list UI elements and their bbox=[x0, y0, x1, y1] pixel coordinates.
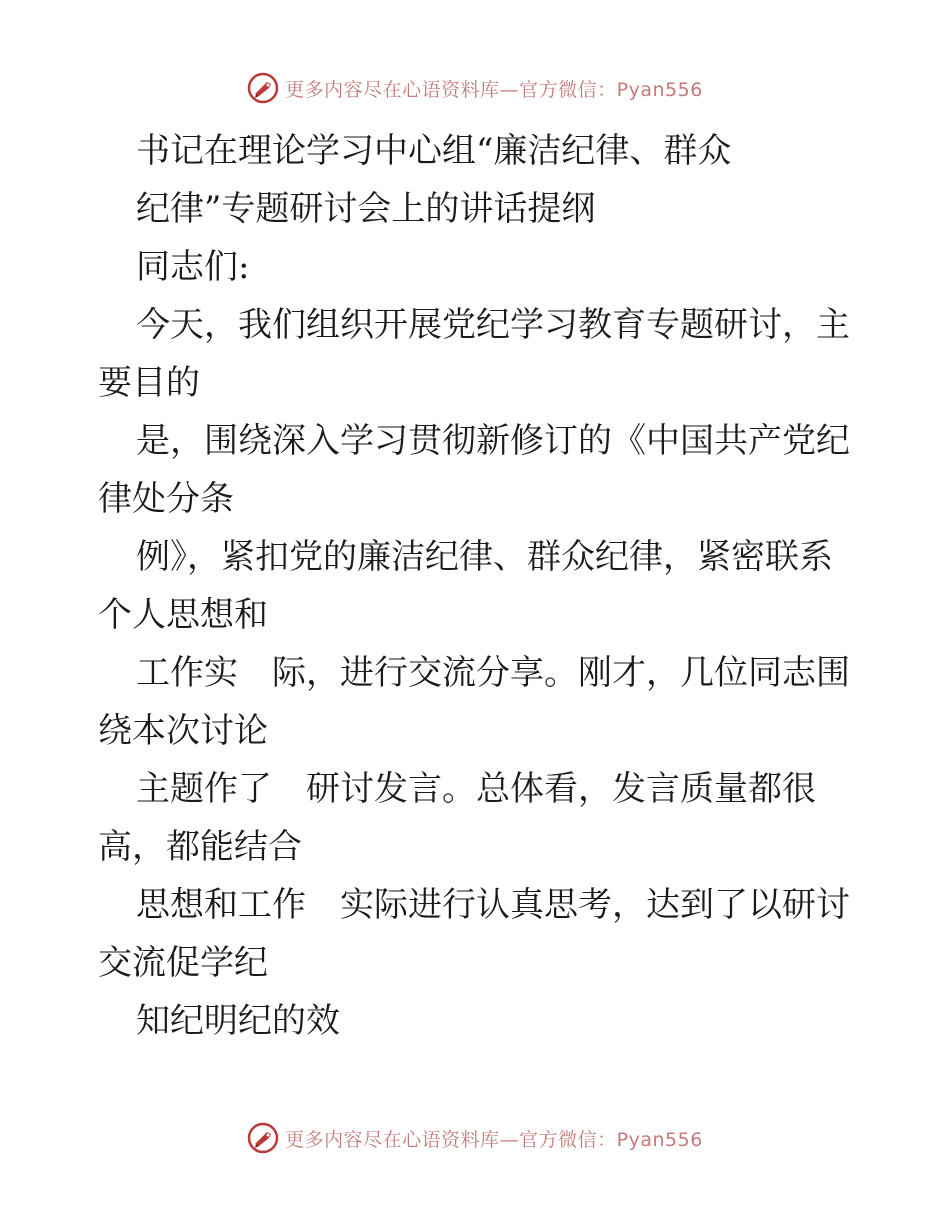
document-body bbox=[98, 122, 858, 1050]
paragraph-line: 同志们: bbox=[136, 247, 250, 287]
paragraph-line: 纪律”专题研讨会上的讲话提纲 bbox=[136, 189, 596, 229]
pen-nib-logo-icon bbox=[247, 1122, 279, 1154]
footer-banner-handle: Pyan556 bbox=[616, 1128, 703, 1151]
footer-banner bbox=[0, 1122, 950, 1154]
pen-nib-logo-icon bbox=[247, 72, 279, 104]
paragraph-line: 例》，紧扣党的廉洁纪律、群众纪律，紧密联系 bbox=[136, 537, 833, 577]
paragraph-line: 书记在理论学习中心组“廉洁纪律、群众 bbox=[136, 131, 732, 171]
paragraph-line: 今天，我们组织开展党纪学习教育专题研讨，主 bbox=[136, 305, 850, 345]
paragraph-line: 绕本次讨论 bbox=[98, 711, 268, 751]
paragraph-line: 工作实 际，进行交流分享。刚才，几位同志围 bbox=[136, 653, 850, 693]
paragraph-line: 要目的 bbox=[98, 363, 200, 403]
header-banner-text: 更多内容尽在心语资料库—官方微信：Pyan556 bbox=[285, 78, 703, 101]
paragraph-line: 交流促学纪 bbox=[98, 943, 268, 983]
paragraph-line: 个人思想和 bbox=[98, 595, 268, 635]
paragraph-line: 思想和工作 实际进行认真思考，达到了以研讨 bbox=[136, 885, 850, 925]
paragraph-line: 律处分条 bbox=[98, 479, 234, 519]
paragraph-line: 是，围绕深入学习贯彻新修订的《中国共产党纪 bbox=[136, 421, 850, 461]
header-banner-handle: Pyan556 bbox=[616, 78, 703, 101]
header-banner bbox=[0, 72, 950, 104]
paragraph-line: 知纪明纪的效 bbox=[136, 1001, 340, 1041]
paragraph-line: 高，都能结合 bbox=[98, 827, 302, 867]
footer-banner-text: 更多内容尽在心语资料库—官方微信：Pyan556 bbox=[285, 1128, 703, 1151]
paragraph-line: 主题作了 研讨发言。总体看，发言质量都很 bbox=[136, 769, 816, 809]
